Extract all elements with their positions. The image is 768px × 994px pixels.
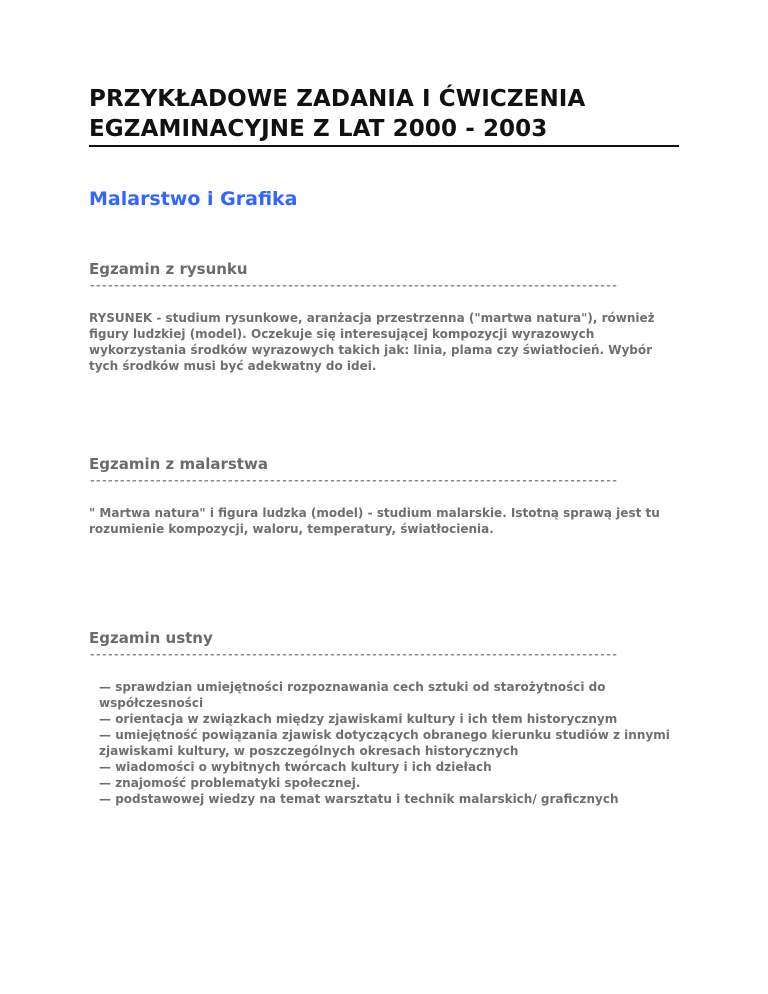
exam-title: Egzamin z rysunku	[89, 260, 248, 278]
exam-drawing-section	[89, 259, 679, 374]
list-item: — wiadomości o wybitnych twórcach kultury i ich dziełach	[99, 759, 679, 775]
exam-painting-section	[89, 454, 679, 537]
list-item: — podstawowej wiedzy na temat warsztatu i technik malarskich/ graficznych	[99, 791, 679, 807]
section-title: Malarstwo i Grafika	[89, 188, 298, 210]
document-page	[89, 84, 679, 806]
exam-title: Egzamin z malarstwa	[89, 455, 268, 473]
exam-description: " Martwa natura" i figura ludzka (model) - studium malarskie. Istotną sprawą jest tu rozumienie kompozycji, waloru, temperatury, światłocienia.	[89, 506, 660, 536]
exam-title: Egzamin ustny	[89, 629, 213, 647]
separator-line: ----------------------------------------------------------------------------------------	[89, 648, 618, 661]
list-item: — umiejętność powiązania zjawisk dotyczących obranego kierunku studiów z innymi zjawiskami kultury, w poszczególnych okresach historycznych	[99, 727, 679, 759]
oral-exam-list	[89, 679, 679, 807]
list-item: — znajomość problematyki społecznej.	[99, 775, 679, 791]
list-item: — sprawdzian umiejętności rozpoznawania cech sztuki od starożytności do współczesności	[99, 679, 679, 711]
separator-line: ----------------------------------------------------------------------------------------	[89, 279, 618, 292]
list-item: — orientacja w związkach między zjawiskami kultury i ich tłem historycznym	[99, 711, 679, 727]
page-title: PRZYKŁADOWE ZADANIA I ĆWICZENIA EGZAMINACYJNE Z LAT 2000 - 2003	[89, 84, 679, 147]
exam-oral-section	[89, 628, 679, 807]
exam-description: RYSUNEK - studium rysunkowe, aranżacja przestrzenna ("martwa natura"), również figury ludzkiej (model). Oczekuje się interesującej kompozycji wyrazowych wykorzystania środków wyrazowych takich jak: linia, plama czy światłocień. Wybór tych środków musi być adekwatny do idei.	[89, 311, 655, 373]
separator-line: ----------------------------------------------------------------------------------------	[89, 474, 618, 487]
